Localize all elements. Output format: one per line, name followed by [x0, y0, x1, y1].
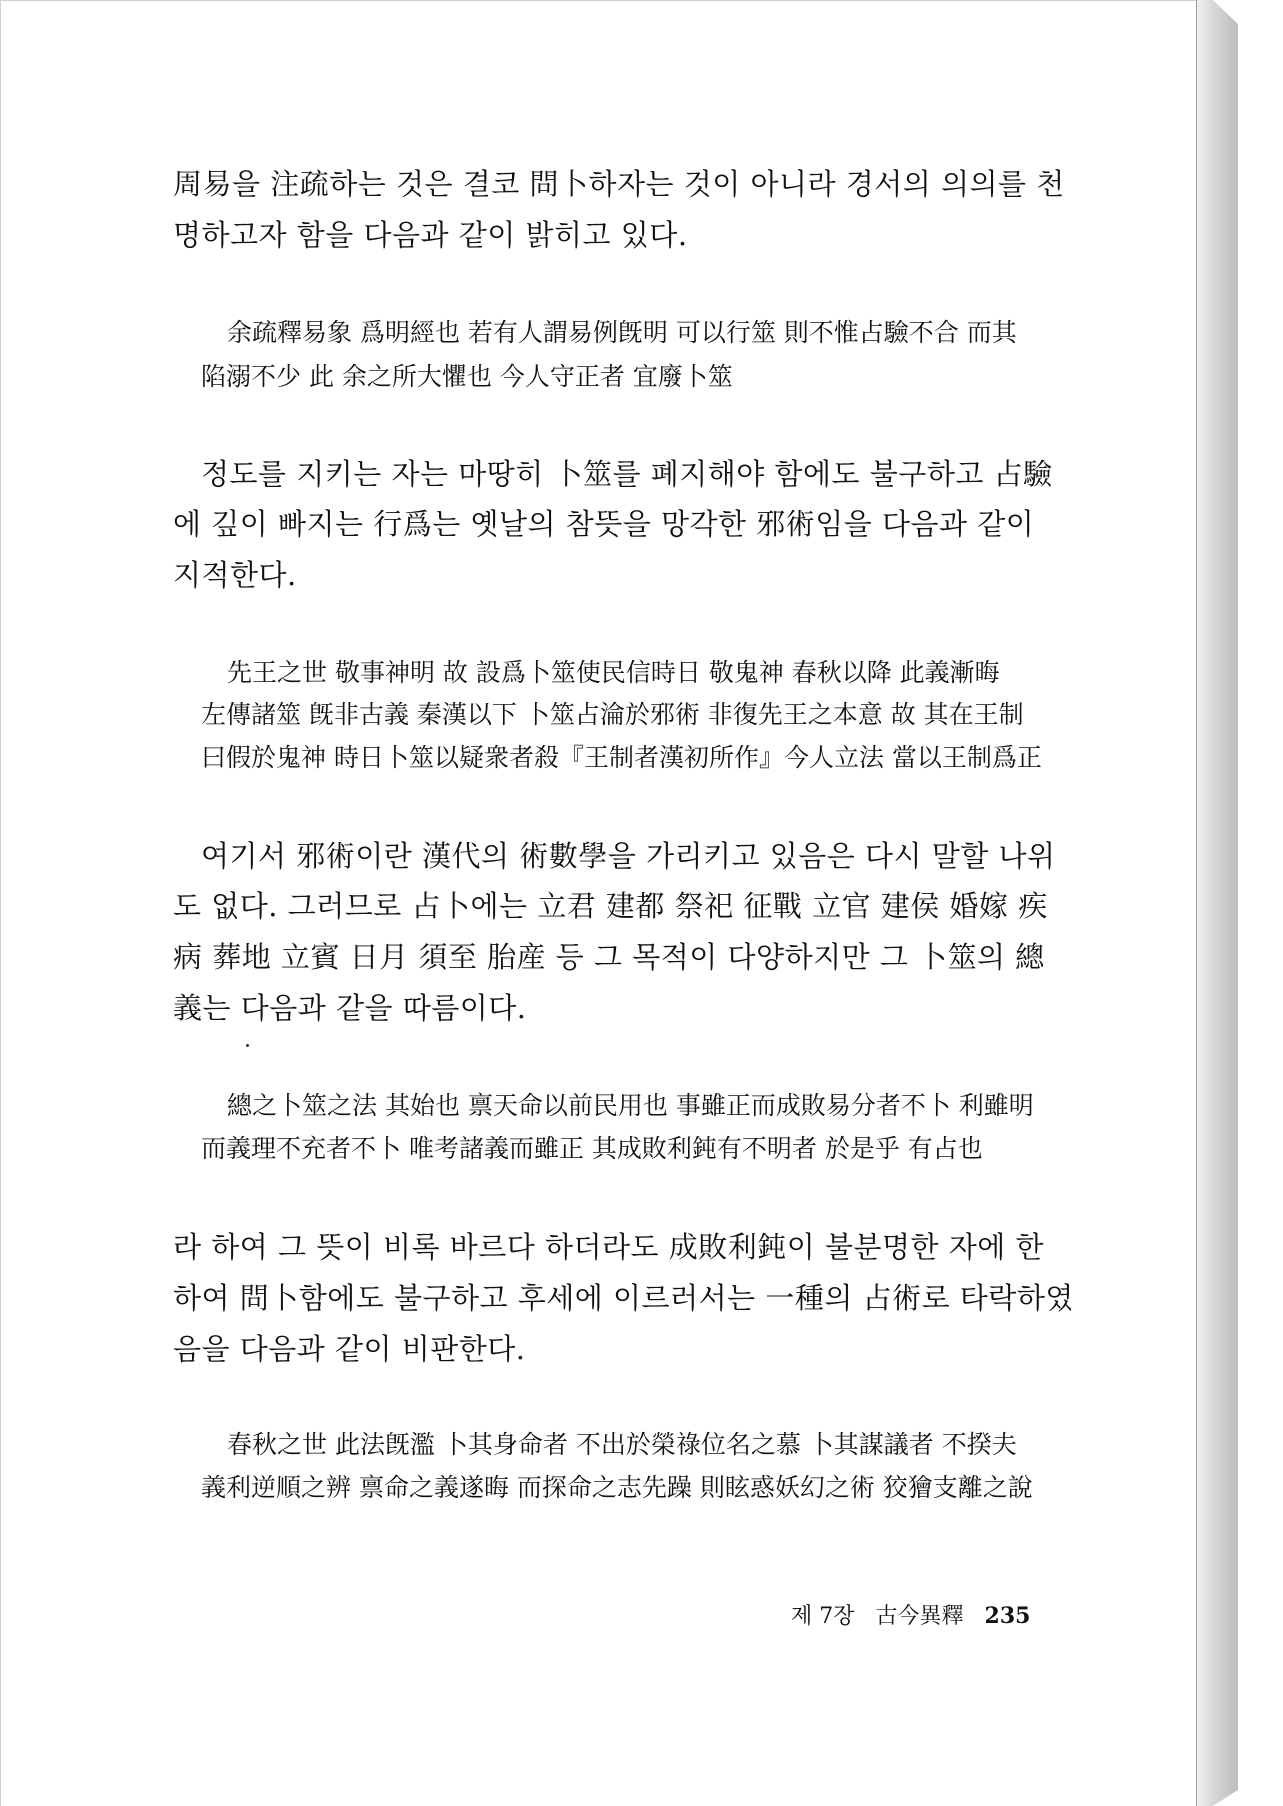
quote-2-line-2: 左傳諸筮 旣非古義 秦漢以下 卜筮占淪於邪術 非復先王之本意 故 其在王制 [201, 700, 1024, 729]
quote-2-line-1: 先王之世 敬事神明 故 設爲卜筮使民信時日 敬鬼神 春秋以降 此義漸晦 [227, 658, 1000, 687]
paragraph-4-line-3: 음을 다음과 같이 비판한다. [173, 1332, 526, 1366]
page-edge-thickness [1196, 0, 1238, 1806]
chapter-label: 제 7장 [791, 1604, 855, 1629]
quote-1-line-1: 余疏釋易象 爲明經也 若有人謂易例旣明 可以行筮 則不惟占驗不合 而其 [227, 318, 1017, 347]
quote-1-line-2: 陷溺不少 此 余之所大懼也 今人守正者 宜廢卜筮 [201, 362, 733, 391]
paragraph-3-line-3: 病 葬地 立賓 日月 須至 胎産 등 그 목적이 다양하지만 그 卜筮의 總 [173, 940, 1045, 974]
quote-4-line-1: 春秋之世 此法旣濫 卜其身命者 不出於榮祿位名之慕 卜其謀議者 不揆夫 [227, 1430, 1017, 1459]
paragraph-1-line-2: 명하고자 함을 다음과 같이 밝히고 있다. [173, 218, 688, 252]
chapter-title: 古今異釋 [875, 1604, 964, 1629]
quote-3-line-1: 總之卜筮之法 其始也 禀天命以前民用也 事雖正而成敗易分者不卜 利雖明 [227, 1091, 1034, 1120]
paragraph-4-line-1: 라 하여 그 뜻이 비록 바르다 하더라도 成敗利鈍이 불분명한 자에 한 [173, 1230, 1045, 1264]
paragraph-2-line-2: 에 깊이 빠지는 行爲는 옛날의 참뜻을 망각한 邪術임을 다음과 같이 [173, 507, 1035, 541]
scan-speck [246, 1044, 249, 1047]
page-edge-line [1196, 0, 1197, 1806]
page-number: 235 [984, 1603, 1031, 1629]
running-footer [791, 1599, 1030, 1630]
quote-3-line-2: 而義理不充者不卜 唯考諸義而雖正 其成敗利鈍有不明者 於是乎 有占也 [201, 1134, 983, 1163]
quote-2-line-3: 曰假於鬼神 時日卜筮以疑衆者殺『王制者漢初所作』今人立法 當以王制爲正 [201, 743, 1042, 772]
paragraph-2-line-1: 정도를 지키는 자는 마땅히 卜筮를 폐지해야 함에도 불구하고 占驗 [201, 457, 1053, 491]
paragraph-3-line-4: 義는 다음과 같을 따름이다. [173, 991, 527, 1025]
paragraph-1-line-1: 周易을 注疏하는 것은 결코 問卜하자는 것이 아니라 경서의 의의를 천 [173, 167, 1065, 201]
paragraph-3-line-2: 도 없다. 그러므로 占卜에는 立君 建都 祭祀 征戰 立官 建侯 婚嫁 疾 [173, 889, 1048, 923]
paragraph-3-line-1: 여기서 邪術이란 漢代의 術數學을 가리키고 있음은 다시 말할 나위 [201, 839, 1056, 873]
paragraph-4-line-2: 하여 問卜함에도 불구하고 후세에 이르러서는 一種의 占術로 타락하였 [173, 1281, 1074, 1315]
quote-4-line-2: 義利逆順之辨 禀命之義遂晦 而探命之志先躁 則眩惑妖幻之術 狡獪支離之說 [201, 1473, 1033, 1502]
paragraph-2-line-3: 지적한다. [173, 558, 297, 592]
